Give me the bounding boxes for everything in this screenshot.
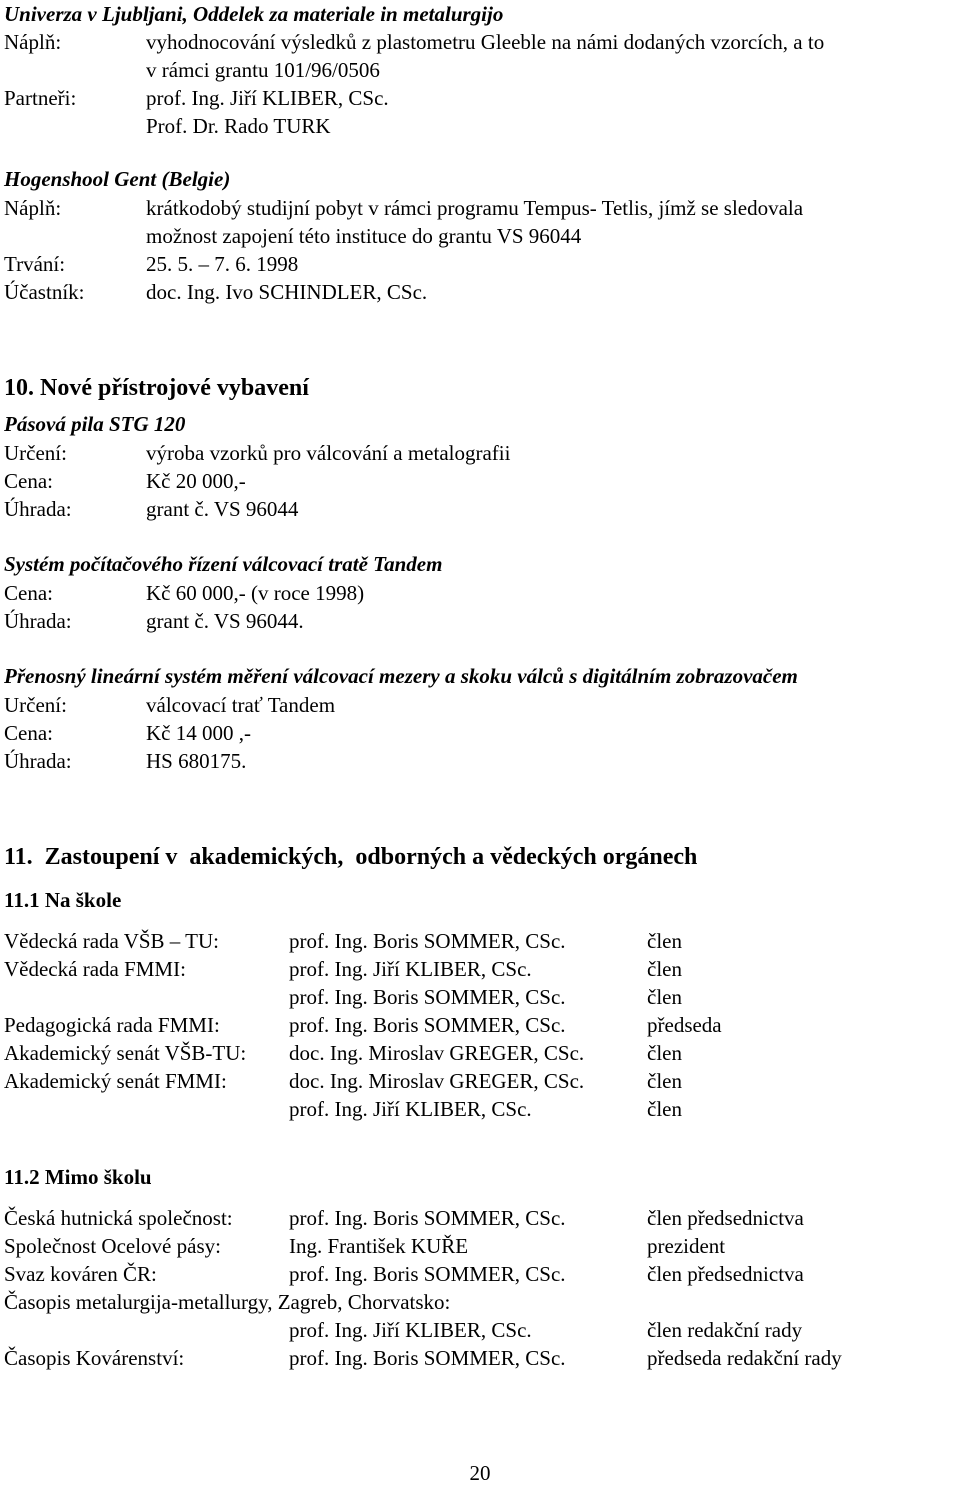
section-11-1-title: 11.1 Na škole [4, 888, 122, 912]
ljubljana-napln-line2: v rámci grantu 101/96/0506 [146, 58, 380, 82]
sub1-role: člen [647, 1097, 682, 1121]
gent-ucastnik-label: Účastník: [4, 280, 85, 304]
sub1-person: prof. Ing. Jiří KLIBER, CSc. [289, 957, 532, 981]
gent-napln-line2: možnost zapojení této instituce do grantu VS 96044 [146, 224, 582, 248]
sub1-person: doc. Ing. Miroslav GREGER, CSc. [289, 1069, 585, 1093]
item2-cena-label: Cena: [4, 581, 53, 605]
sub1-role: člen [647, 957, 682, 981]
ljubljana-partneri-label: Partneři: [4, 86, 77, 110]
item2-uhrada: grant č. VS 96044. [146, 609, 304, 633]
sub2-org: Společnost Ocelové pásy: [4, 1234, 221, 1258]
item3-urceni-label: Určení: [4, 693, 67, 717]
sub1-role: předseda [647, 1013, 722, 1037]
ljubljana-partner-2: Prof. Dr. Rado TURK [146, 114, 331, 138]
sub1-org: Vědecká rada FMMI: [4, 957, 186, 981]
gent-napln-label: Náplň: [4, 196, 62, 220]
ljubljana-napln-label: Náplň: [4, 30, 62, 54]
sub2-org: Časopis metalurgija-metallurgy, Zagreb, Chorvatsko: [4, 1290, 451, 1314]
page-number: 20 [469, 1461, 491, 1485]
sub1-person: prof. Ing. Jiří KLIBER, CSc. [289, 1097, 532, 1121]
gent-trvani: 25. 5. – 7. 6. 1998 [146, 252, 299, 276]
sub1-role: člen [647, 1069, 682, 1093]
sub1-person: prof. Ing. Boris SOMMER, CSc. [289, 985, 566, 1009]
sub2-role: prezident [647, 1234, 726, 1258]
sub1-person: prof. Ing. Boris SOMMER, CSc. [289, 929, 566, 953]
item1-urceni-label: Určení: [4, 441, 67, 465]
sub2-person: prof. Ing. Jiří KLIBER, CSc. [289, 1318, 532, 1342]
item3-title: Přenosný lineární systém měření válcovací mezery a skoku válců s digitálním zobrazovačem [4, 664, 798, 688]
sub1-role: člen [647, 1041, 682, 1065]
item3-urceni: válcovací trať Tandem [146, 693, 336, 717]
section-11-title: 11. Zastoupení v akademických, odborných a vědeckých orgánech [4, 844, 698, 870]
gent-trvani-label: Trvání: [4, 252, 66, 276]
sub1-org: Pedagogická rada FMMI: [4, 1013, 220, 1037]
item3-cena-label: Cena: [4, 721, 53, 745]
item1-cena-label: Cena: [4, 469, 53, 493]
item2-uhrada-label: Úhrada: [4, 609, 72, 633]
item2-title: Systém počítačového řízení válcovací tratě Tandem [4, 552, 443, 576]
sub1-person: prof. Ing. Boris SOMMER, CSc. [289, 1013, 566, 1037]
gent-napln-line1: krátkodobý studijní pobyt v rámci programu Tempus- Tetlis, jímž se sledovala [146, 196, 804, 220]
sub1-role: člen [647, 985, 682, 1009]
ljubljana-napln-line1: vyhodnocování výsledků z plastometru Gleeble na námi dodaných vzorcích, a to [146, 30, 825, 54]
gent-ucastnik: doc. Ing. Ivo SCHINDLER, CSc. [146, 280, 428, 304]
sub2-org: Svaz kováren ČR: [4, 1262, 157, 1286]
item3-cena: Kč 14 000 ,- [146, 721, 251, 745]
sub2-person: Ing. František KUŘE [289, 1234, 469, 1258]
sub2-person: prof. Ing. Boris SOMMER, CSc. [289, 1262, 566, 1286]
section-10-title: 10. Nové přístrojové vybavení [4, 375, 309, 401]
ljubljana-partner-1: prof. Ing. Jiří KLIBER, CSc. [146, 86, 389, 110]
sub2-role: předseda redakční rady [647, 1346, 842, 1370]
gent-title: Hogenshool Gent (Belgie) [4, 167, 231, 191]
item2-cena: Kč 60 000,- (v roce 1998) [146, 581, 365, 605]
ljubljana-title: Univerza v Ljubljani, Oddelek za materiale in metalurgijo [4, 2, 504, 26]
section-11-2-title: 11.2 Mimo školu [4, 1165, 152, 1189]
sub2-org: Česká hutnická společnost: [4, 1206, 233, 1230]
sub2-role: člen předsednictva [647, 1206, 804, 1230]
item3-uhrada: HS 680175. [146, 749, 247, 773]
item3-uhrada-label: Úhrada: [4, 749, 72, 773]
item1-cena: Kč 20 000,- [146, 469, 246, 493]
sub2-role: člen předsednictva [647, 1262, 804, 1286]
sub1-org: Akademický senát FMMI: [4, 1069, 227, 1093]
item1-uhrada: grant č. VS 96044 [146, 497, 299, 521]
sub1-person: doc. Ing. Miroslav GREGER, CSc. [289, 1041, 585, 1065]
sub2-person: prof. Ing. Boris SOMMER, CSc. [289, 1346, 566, 1370]
sub2-org: Časopis Kovárenství: [4, 1346, 185, 1370]
sub2-person: prof. Ing. Boris SOMMER, CSc. [289, 1206, 566, 1230]
item1-urceni: výroba vzorků pro válcování a metalografii [146, 441, 511, 465]
item1-title: Pásová pila STG 120 [4, 412, 186, 436]
sub1-org: Vědecká rada VŠB – TU: [4, 929, 220, 953]
sub1-role: člen [647, 929, 682, 953]
item1-uhrada-label: Úhrada: [4, 497, 72, 521]
sub1-org: Akademický senát VŠB-TU: [4, 1041, 247, 1065]
sub2-role: člen redakční rady [647, 1318, 803, 1342]
